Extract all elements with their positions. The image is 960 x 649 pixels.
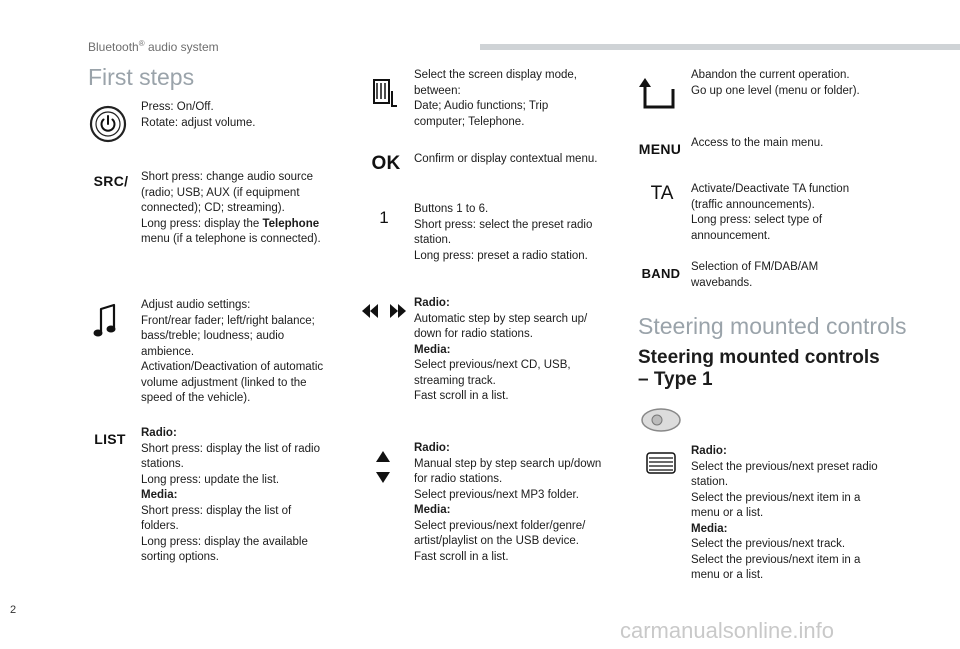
desc-line: between: bbox=[414, 84, 461, 97]
left-right-description bbox=[414, 296, 587, 405]
desc-line: Access to the main menu. bbox=[691, 137, 824, 149]
section-label-text: Bluetooth bbox=[88, 40, 139, 54]
desc-line: menu (if a telephone is connected). bbox=[141, 233, 321, 245]
desc-line: Buttons 1 to 6. bbox=[414, 203, 489, 215]
desc-line: Select previous/next MP3 folder. bbox=[414, 488, 579, 501]
back-description bbox=[691, 68, 860, 99]
desc-line: folders. bbox=[141, 520, 179, 532]
desc-line: Long press: update the list. bbox=[141, 473, 280, 486]
display-mode-description bbox=[414, 68, 577, 130]
desc-line: Selection of FM/DAB/AM bbox=[691, 261, 819, 273]
desc-line: (radio; USB; AUX (if equipment bbox=[141, 186, 300, 199]
desc-line: Activation/Deactivation of automatic bbox=[141, 361, 324, 373]
scroll-wheel-icon bbox=[644, 450, 678, 476]
desc-line: Short press: select the preset radio bbox=[414, 218, 593, 231]
desc-line: Rotate: adjust volume. bbox=[141, 116, 256, 129]
power-knob-icon bbox=[88, 104, 128, 144]
preset-buttons-description bbox=[414, 202, 592, 264]
menu-icon bbox=[636, 140, 684, 158]
desc-line: speed of the vehicle). bbox=[141, 392, 251, 404]
desc-line: menu or a list. bbox=[691, 507, 764, 519]
desc-line: Confirm or display contextual menu. bbox=[414, 153, 598, 165]
desc-line: menu or a list. bbox=[691, 569, 764, 581]
steering-wheel-control-icon bbox=[640, 406, 682, 434]
section-header-label bbox=[88, 39, 219, 54]
menu-icon-text: MENU bbox=[638, 141, 682, 157]
desc-line: wavebands. bbox=[691, 276, 753, 289]
desc-line: Select previous/next folder/genre/ bbox=[414, 519, 586, 532]
desc-line bbox=[141, 217, 321, 233]
watermark: carmanualsonline.info bbox=[620, 618, 835, 643]
up-down-description bbox=[414, 441, 601, 565]
desc-line: ambience. bbox=[141, 345, 195, 358]
desc-line: Long press: select type of bbox=[691, 214, 823, 226]
band-icon bbox=[638, 264, 684, 282]
desc-line: volume adjustment (linked to the bbox=[141, 376, 307, 389]
desc-line: sorting options. bbox=[141, 551, 219, 563]
desc-line: Adjust audio settings: bbox=[141, 299, 251, 311]
steering-type1-title bbox=[638, 347, 880, 391]
desc-line: Abandon the current operation. bbox=[691, 69, 850, 81]
ta-icon bbox=[646, 183, 678, 205]
desc-bold: Media: bbox=[141, 489, 178, 501]
menu-description bbox=[691, 136, 823, 152]
desc-line: down for radio stations. bbox=[414, 328, 533, 340]
power-description bbox=[141, 100, 255, 131]
band-icon-text: BAND bbox=[641, 265, 681, 281]
ta-description bbox=[691, 182, 849, 244]
src-icon bbox=[86, 172, 136, 190]
section-label-rest: audio system bbox=[144, 40, 219, 54]
desc-line: connected); CD; streaming). bbox=[141, 202, 285, 214]
desc-line: Short press: display the list of radio bbox=[141, 442, 320, 455]
src-description bbox=[141, 170, 321, 248]
ta-icon-text: TA bbox=[650, 183, 674, 204]
desc-line: Select the previous/next item in a bbox=[691, 553, 861, 566]
desc-bold: Telephone bbox=[262, 217, 320, 230]
display-mode-icon bbox=[370, 76, 404, 110]
list-icon bbox=[90, 430, 130, 448]
left-right-arrows-icon bbox=[362, 302, 406, 320]
desc-line: station. bbox=[414, 234, 452, 246]
desc-bold: Radio: bbox=[414, 297, 450, 309]
desc-line: Activate/Deactivate TA function bbox=[691, 183, 850, 195]
desc-line: Select the screen display mode, bbox=[414, 69, 578, 81]
back-arrow-icon bbox=[638, 76, 682, 114]
band-description bbox=[691, 260, 818, 291]
ok-icon bbox=[367, 153, 405, 175]
desc-line: station. bbox=[691, 476, 729, 488]
desc-line: Date; Audio functions; Trip bbox=[414, 100, 549, 112]
desc-line: Select the previous/next item in a bbox=[691, 491, 861, 504]
list-icon-text: LIST bbox=[94, 431, 126, 447]
header-bar bbox=[480, 44, 960, 50]
src-icon-text: SRC/ bbox=[93, 173, 129, 189]
steering-description bbox=[691, 444, 878, 584]
desc-line: computer; Telephone. bbox=[414, 115, 525, 128]
desc-line: for radio stations. bbox=[414, 473, 503, 485]
desc-line: Short press: display the list of bbox=[141, 504, 292, 517]
desc-line: Select the previous/next track. bbox=[691, 538, 846, 550]
desc-line: Automatic step by step search up/ bbox=[414, 312, 588, 325]
desc-line: Fast scroll in a list. bbox=[414, 550, 509, 563]
desc-bold: Media: bbox=[414, 343, 451, 356]
desc-line: Fast scroll in a list. bbox=[414, 390, 509, 402]
desc-line: (traffic announcements). bbox=[691, 198, 815, 211]
desc-text: Long press: display the bbox=[141, 217, 263, 230]
desc-line: Select the previous/next preset radio bbox=[691, 460, 878, 473]
list-description bbox=[141, 426, 320, 566]
desc-bold: Media: bbox=[691, 522, 728, 535]
desc-line: bass/treble; loudness; audio bbox=[141, 330, 285, 342]
number-one-icon bbox=[374, 207, 394, 229]
desc-bold: Radio: bbox=[691, 445, 727, 457]
subtitle-line: – Type 1 bbox=[638, 369, 713, 390]
desc-bold: Radio: bbox=[141, 427, 177, 439]
desc-bold: Radio: bbox=[414, 442, 450, 454]
desc-line: Select previous/next CD, USB, bbox=[414, 359, 571, 371]
desc-line: streaming track. bbox=[414, 374, 496, 387]
desc-line: Manual step by step search up/down bbox=[414, 457, 602, 470]
desc-line: Go up one level (menu or folder). bbox=[691, 84, 860, 97]
desc-line: Front/rear fader; left/right balance; bbox=[141, 314, 315, 327]
desc-line: Long press: preset a radio station. bbox=[414, 249, 588, 262]
desc-bold: Media: bbox=[414, 504, 451, 516]
subtitle-line: Steering mounted controls bbox=[638, 347, 880, 368]
first-steps-title: First steps bbox=[88, 64, 195, 90]
page-number: 2 bbox=[10, 604, 17, 616]
desc-line: announcement. bbox=[691, 229, 771, 242]
ok-icon-text: OK bbox=[371, 153, 401, 174]
steering-controls-title: Steering mounted controls bbox=[638, 313, 907, 339]
registered-mark: ® bbox=[138, 39, 145, 48]
number-one-icon-text: 1 bbox=[379, 208, 389, 227]
desc-line: Press: On/Off. bbox=[141, 101, 214, 113]
desc-line: Long press: display the available bbox=[141, 535, 308, 548]
desc-line: artist/playlist on the USB device. bbox=[414, 535, 579, 547]
desc-line: Short press: change audio source bbox=[141, 171, 313, 183]
audio-settings-description bbox=[141, 298, 323, 407]
up-down-arrows-icon bbox=[373, 450, 393, 484]
desc-line: stations. bbox=[141, 458, 184, 470]
music-note-icon bbox=[90, 302, 120, 342]
ok-description bbox=[414, 152, 597, 168]
